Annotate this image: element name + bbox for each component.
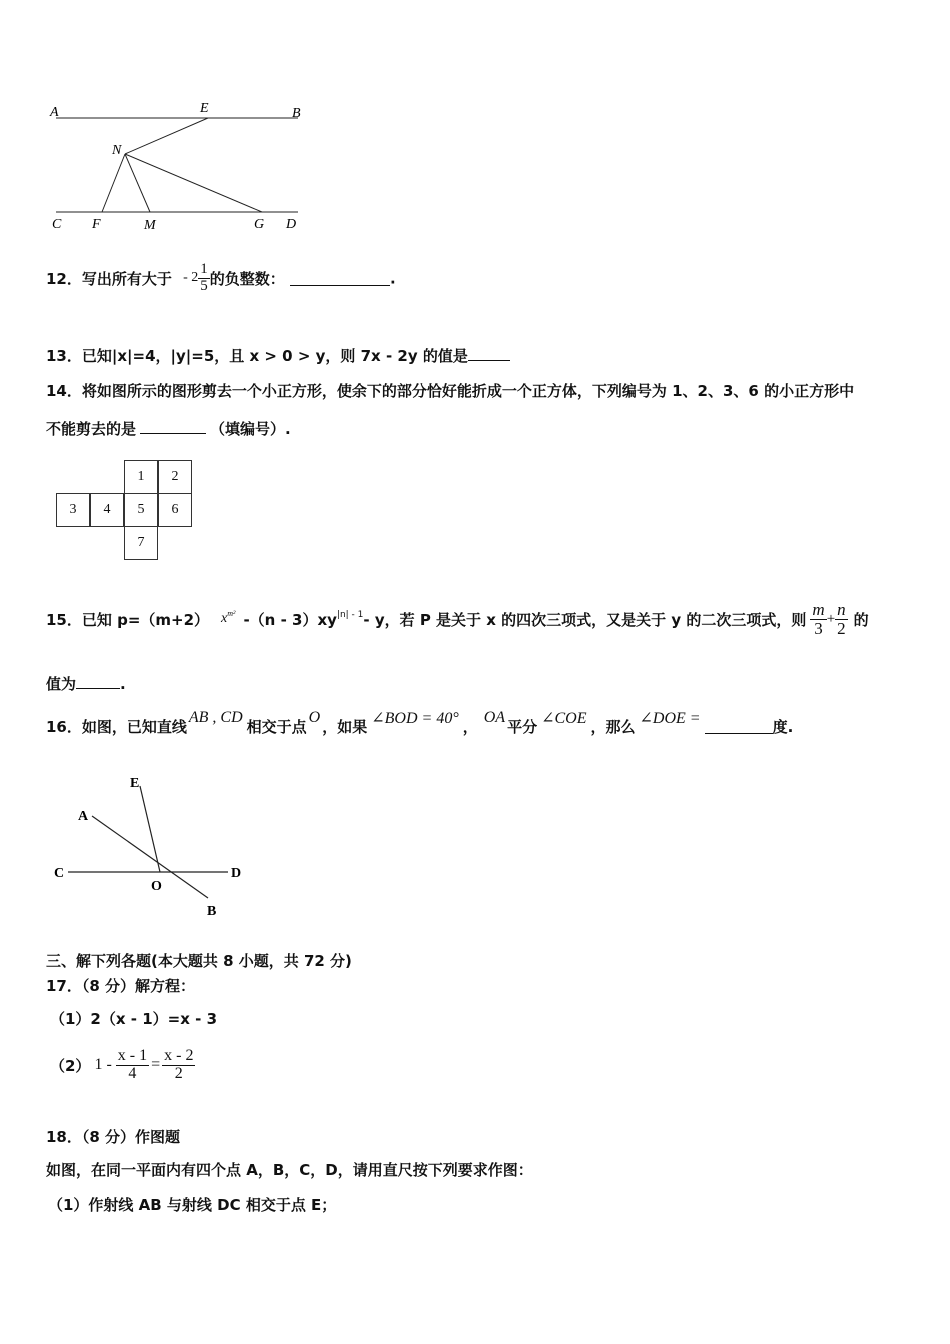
answer-blank-16[interactable] bbox=[705, 719, 773, 734]
answer-blank-13[interactable] bbox=[468, 346, 510, 361]
question-12: 12．写出所有大于 - 2 $\frac{1}{5}$ 的负整数： . bbox=[46, 261, 396, 294]
question-16: 16．如图，已知直线 AB , CD 相交于点 O ，如果 ∠BOD = 40° ， OA 平分 ∠COE ，那么 ∠DOE = 度. bbox=[46, 709, 794, 736]
label-E: E bbox=[130, 776, 140, 791]
label-D: D bbox=[286, 217, 297, 232]
question-14-line1: 14．将如图所示的图形剪去一个小正方形，使余下的部分恰好能折成一个正方体，下列编号为 1、2、3、6 的小正方形中 bbox=[46, 382, 855, 400]
net-cell-2: 2 bbox=[158, 460, 192, 494]
question-17-title: 17．（8 分）解方程： bbox=[46, 977, 196, 995]
question-18-title: 18．（8 分）作图题 bbox=[46, 1128, 181, 1146]
question-17-part2: （2） 1 - $\frac{x - 1}{4}$ = $\frac{x - 2}{2}$ bbox=[50, 1046, 194, 1082]
question-15-line2: 值为 . bbox=[46, 675, 126, 693]
label-E: E bbox=[200, 101, 209, 116]
net-cell-5: 5 bbox=[124, 493, 158, 527]
label-C: C bbox=[54, 866, 65, 881]
answer-blank-15[interactable] bbox=[76, 674, 120, 689]
label-A: A bbox=[50, 105, 59, 120]
figure-parallel-lines bbox=[40, 98, 320, 238]
label-N: N bbox=[112, 143, 122, 158]
net-cell-1: 1 bbox=[124, 460, 158, 494]
cube-net-figure bbox=[56, 460, 196, 568]
figure-intersecting-lines bbox=[46, 768, 256, 928]
label-O: O bbox=[151, 879, 162, 894]
answer-blank-12[interactable] bbox=[290, 271, 390, 286]
net-cell-6: 6 bbox=[158, 493, 192, 527]
label-D: D bbox=[231, 866, 242, 881]
net-cell-4: 4 bbox=[90, 493, 124, 527]
label-M: M bbox=[144, 218, 156, 233]
question-15-line1: 15．已知 p=（m+2） x $^{m^2}$ -（n - 3）xy $^{|n| - 1}$ - y，若 P 是关于 x 的四次三项式，又是关于 y 的二次三项式，则 $\frac{m}{3}$ + $\frac{n}{2}$ 的 bbox=[46, 599, 869, 638]
question-17-part1: （1）2（x - 1）=x - 3 bbox=[50, 1010, 218, 1028]
label-C: C bbox=[52, 217, 62, 232]
question-18-part1: （1）作射线 AB 与射线 DC 相交于点 E； bbox=[48, 1196, 337, 1214]
label-B: B bbox=[207, 904, 217, 919]
net-cell-7: 7 bbox=[124, 526, 158, 560]
label-F: F bbox=[92, 217, 101, 232]
label-B: B bbox=[292, 106, 301, 121]
question-18-desc: 如图，在同一平面内有四个点 A，B，C，D，请用直尺按下列要求作图： bbox=[46, 1161, 533, 1179]
answer-blank-14[interactable] bbox=[140, 419, 206, 434]
label-G: G bbox=[254, 217, 265, 232]
section-3-title: 三、解下列各题(本大题共 8 小题，共 72 分) bbox=[46, 952, 352, 970]
label-A: A bbox=[78, 809, 89, 824]
question-14-line2: 不能剪去的是 （填编号）. bbox=[46, 420, 291, 438]
net-cell-3: 3 bbox=[56, 493, 90, 527]
question-13: 13．已知|x|=4，|y|=5，且 x > 0 > y，则 7x - 2y 的值是 bbox=[46, 345, 510, 366]
